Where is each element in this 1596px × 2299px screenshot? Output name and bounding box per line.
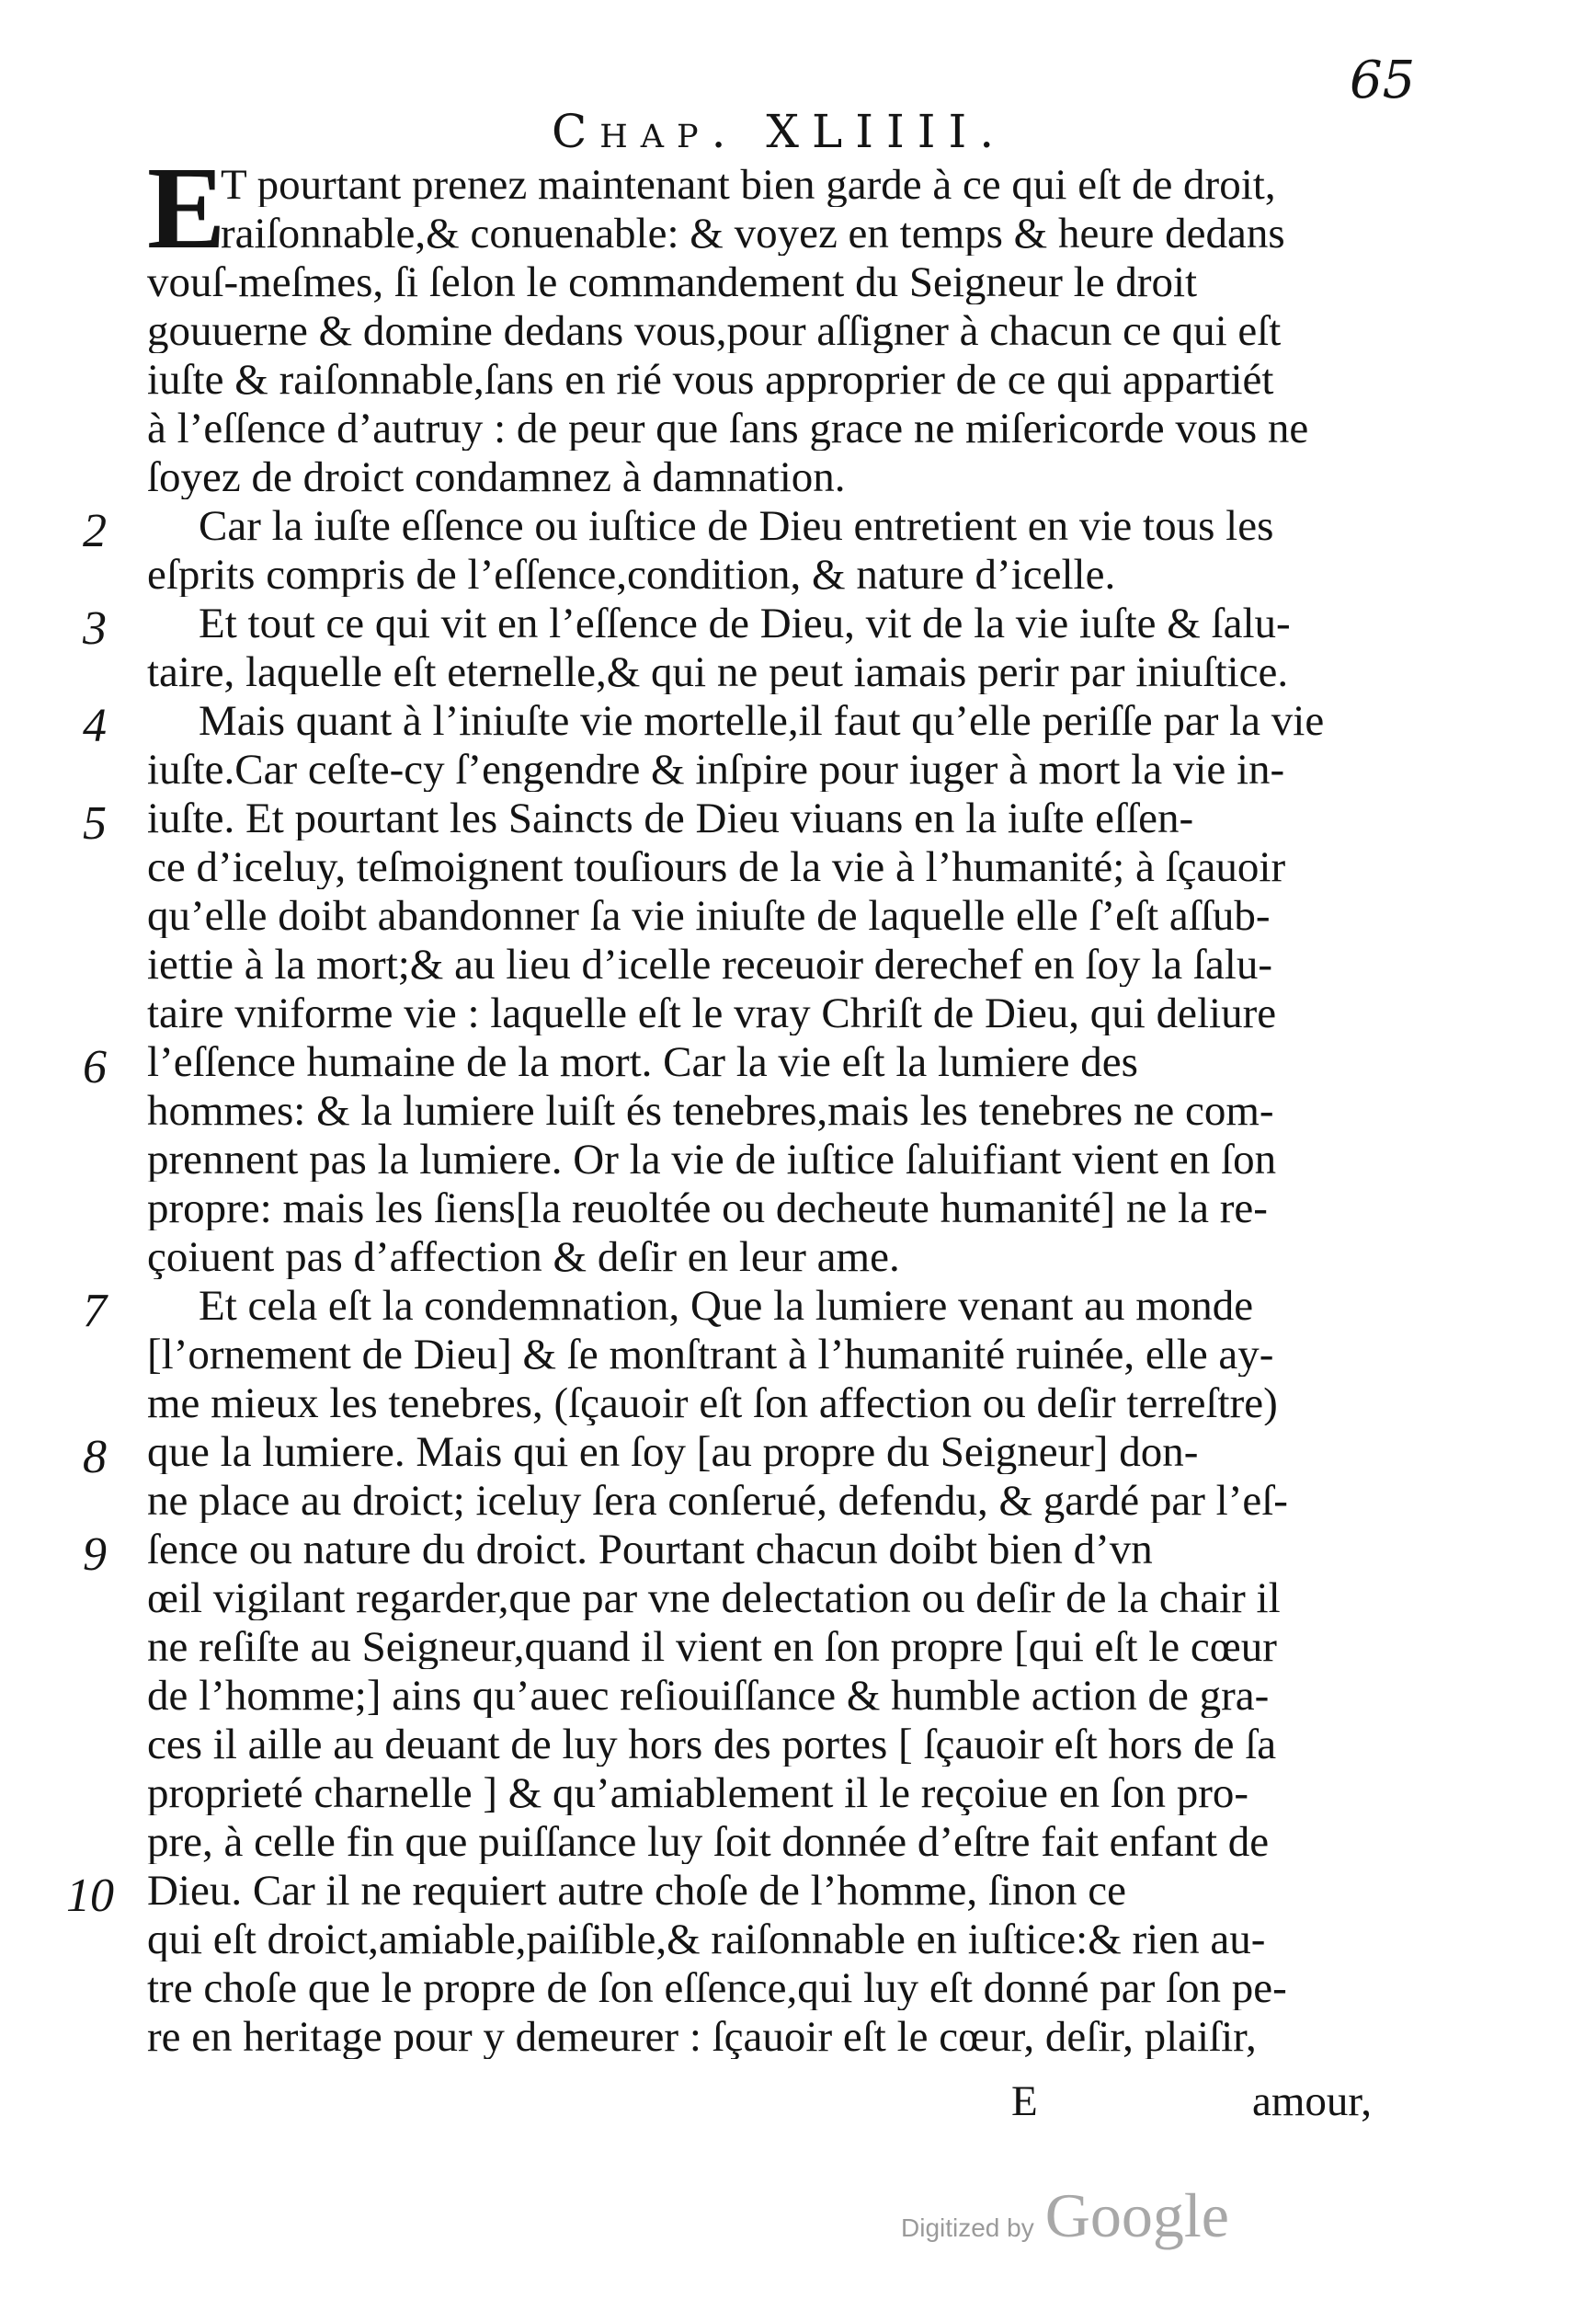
text-line: me mieux les tenebres, (ſçauoir eſt ſon affection ou deſir terreſtre): [147, 1382, 1278, 1425]
verse-number: 4: [83, 700, 107, 752]
text-line: prennent pas la lumiere. Or la vie de iuſtice ſaluifiant vient en ſon: [147, 1138, 1277, 1182]
text-line: de l’homme;] ains qu’auec reſiouiſſance & humble action de gra-: [147, 1675, 1270, 1718]
text-line: que la lumiere. Mais qui en ſoy [au propre du Seigneur] don-: [147, 1431, 1199, 1474]
text-line: ſoyez de droict condamnez à damnation.: [147, 456, 846, 499]
text-line: ne place au droict; iceluy ſera conſerué, defendu, & gardé par l’eſ-: [147, 1480, 1288, 1523]
verse-number: 10: [66, 1870, 114, 1922]
text-line: l’eſſence humaine de la mort. Car la vie eſt la lumiere des: [147, 1041, 1138, 1084]
verse-number: 8: [83, 1431, 107, 1483]
text-line: Mais quant à l’iniuſte vie mortelle,il faut qu’elle periſſe par la vie: [199, 700, 1325, 743]
text-line: iuſte. Et pourtant les Saincts de Dieu viuans en la iuſte eſſen-: [147, 797, 1194, 841]
drop-cap: E: [147, 143, 226, 273]
text-line: vouſ-meſmes, ſi ſelon le commandement du Seigneur le droit: [147, 261, 1198, 304]
text-line: T pourtant prenez maintenant bien garde à ce qui eſt de droit,: [221, 164, 1276, 207]
verse-number: 3: [83, 602, 107, 655]
verse-number: 6: [83, 1041, 107, 1093]
text-line: taire vniforme vie : laquelle eſt le vray Chriſt de Dieu, qui deliure: [147, 992, 1277, 1035]
chapter-heading: Chap. XLIIII.: [552, 105, 1008, 158]
watermark-brand: Google: [1044, 2180, 1229, 2250]
text-line: tre choſe que le propre de ſon eſſence,qui luy eſt donné par ſon pe-: [147, 1967, 1287, 2010]
text-line: hommes: & la lumiere luiſt és tenebres,mais les tenebres ne com-: [147, 1090, 1274, 1133]
page-number: 65: [1350, 51, 1416, 110]
text-line: iuſte & raiſonnable,ſans en rié vous approprier de ce qui appartiét: [147, 359, 1274, 402]
text-line: proprieté charnelle ] & qu’amiablement il le reçoiue en ſon pro-: [147, 1772, 1248, 1815]
text-line: iuſte.Car ceſte-cy ſ’engendre & inſpire pour iuger à mort la vie in-: [147, 749, 1285, 792]
text-line: çoiuent pas d’affection & deſir en leur ame.: [147, 1236, 900, 1279]
verse-number: 9: [83, 1528, 107, 1581]
catchword: amour,: [1252, 2077, 1372, 2125]
text-line: Et tout ce qui vit en l’eſſence de Dieu, vit de la vie iuſte & ſalu-: [199, 602, 1291, 646]
text-line: œil vigilant regarder,que par vne delectation ou deſir de la chair il: [147, 1577, 1281, 1620]
signature-mark: E: [1011, 2077, 1038, 2125]
text-line: à l’eſſence d’autruy : de peur que ſans grace ne miſericorde vous ne: [147, 407, 1309, 451]
text-line: Car la iuſte eſſence ou iuſtice de Dieu entretient en vie tous les: [199, 505, 1274, 548]
text-line: iettie à la mort;& au lieu d’icelle receuoir derechef en ſoy la ſalu-: [147, 944, 1273, 987]
text-line: propre: mais les ſiens[la reuoltée ou decheute humanité] ne la re-: [147, 1187, 1268, 1230]
text-line: eſprits compris de l’eſſence,condition, & nature d’icelle.: [147, 554, 1116, 597]
text-line: ne reſiſte au Seigneur,quand il vient en ſon propre [qui eſt le cœur: [147, 1626, 1277, 1669]
text-line: Dieu. Car il ne requiert autre choſe de l’homme, ſinon ce: [147, 1870, 1126, 1913]
text-line: qu’elle doibt abandonner ſa vie iniuſte de laquelle elle ſ’eſt aſſub-: [147, 895, 1271, 938]
text-line: ces il aille au deuant de luy hors des portes [ ſçauoir eſt hors de ſa: [147, 1723, 1277, 1767]
text-line: qui eſt droict,amiable,paiſible,& raiſonnable en iuſtice:& rien au-: [147, 1918, 1266, 1962]
text-line: re en heritage pour y demeurer : ſçauoir eſt le cœur, deſir, plaiſir,: [147, 2016, 1257, 2059]
text-line: [l’ornement de Dieu] & ſe monſtrant à l’humanité ruinée, elle ay-: [147, 1333, 1274, 1377]
text-line: raiſonnable,& conuenable: & voyez en temps & heure dedans: [221, 212, 1285, 256]
text-line: ſence ou nature du droict. Pourtant chacun doibt bien d’vn: [147, 1528, 1153, 1572]
verse-number: 2: [83, 505, 107, 557]
verse-number: 7: [83, 1285, 107, 1337]
text-line: taire, laquelle eſt eternelle,& qui ne peut iamais perir par iniuſtice.: [147, 651, 1289, 694]
verse-number: 5: [83, 797, 107, 850]
text-line: ce d’iceluy, teſmoignent touſiours de la vie à l’humanité; à ſçauoir: [147, 846, 1286, 889]
watermark-prefix: Digitized by: [901, 2213, 1034, 2242]
text-line: gouuerne & domine dedans vous,pour aſſigner à chacun ce qui eſt: [147, 310, 1282, 353]
text-line: pre, à celle fin que puiſſance luy ſoit donnée d’eſtre fait enfant de: [147, 1821, 1270, 1864]
text-line: Et cela eſt la condemnation, Que la lumiere venant au monde: [199, 1285, 1254, 1328]
digitized-watermark: [901, 2179, 1229, 2252]
